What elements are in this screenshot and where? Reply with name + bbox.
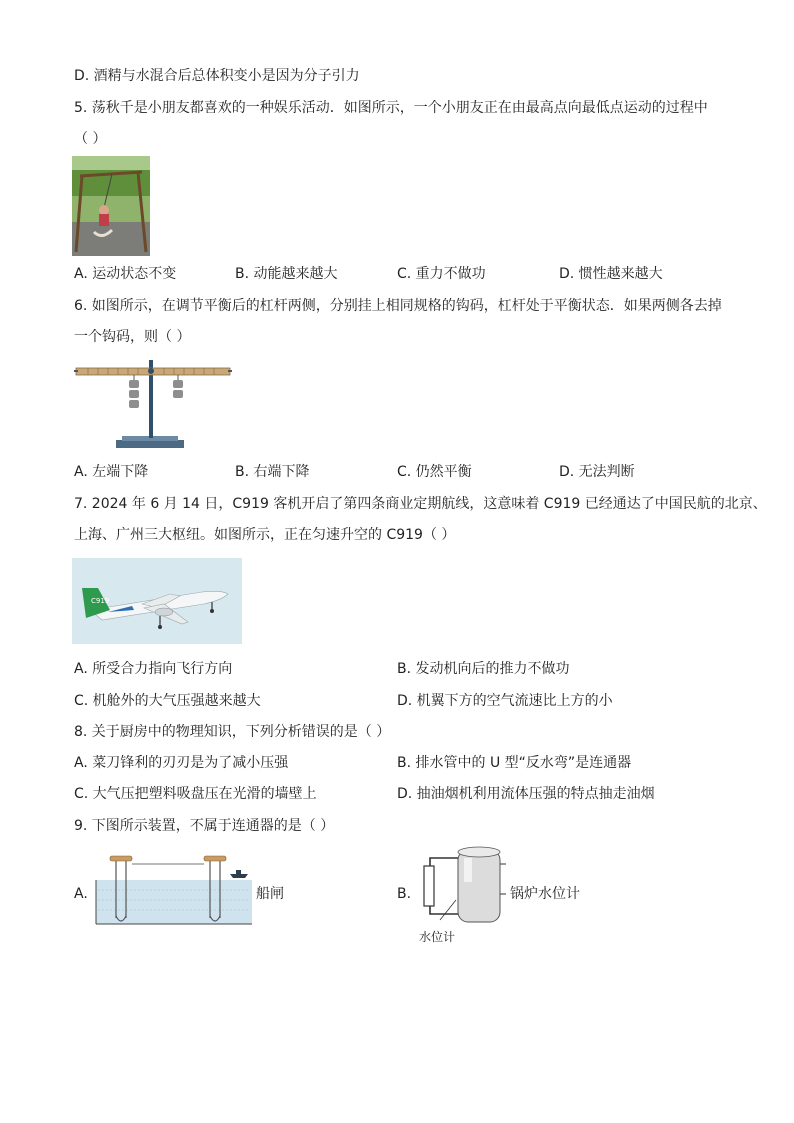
- q5-paren: （ ）: [74, 131, 107, 147]
- q9-option-a-letter: A.: [74, 886, 88, 902]
- q6-option-a: A. 左端下降: [74, 464, 149, 480]
- q8-stem: 8. 关于厨房中的物理知识，下列分析错误的是（ ）: [74, 724, 391, 740]
- q6-option-b: B. 右端下降: [235, 464, 310, 480]
- q9-caption-b: 锅炉水位计: [510, 886, 580, 902]
- q5-option-d: D. 惯性越来越大: [559, 266, 663, 282]
- q7-option-a: A. 所受合力指向飞行方向: [74, 661, 233, 677]
- c919-plane-photo: [72, 558, 242, 644]
- q8-option-c: C. 大气压把塑料吸盘压在光滑的墙壁上: [74, 786, 317, 802]
- q9-option-b-letter: B.: [397, 886, 412, 902]
- q5-option-c: C. 重力不做功: [397, 266, 486, 282]
- q8-option-b: B. 排水管中的 U 型“反水弯”是连通器: [397, 755, 632, 771]
- swing-photo: [72, 156, 150, 256]
- q7-option-b: B. 发动机向后的推力不做功: [397, 661, 570, 677]
- q9-water-gauge-label: 水位计: [419, 930, 456, 944]
- q8-option-a: A. 菜刀锋利的刃刃是为了减小压强: [74, 755, 289, 771]
- q9-caption-a: 船闸: [256, 886, 284, 902]
- q7-stem: 7. 2024 年 6 月 14 日，C919 客机开启了第四条商业定期航线，这意味着 C919 已经通达了中国民航的北京、: [74, 496, 767, 512]
- tail-text: C919: [91, 597, 110, 605]
- ship-lock-diagram: [94, 850, 254, 930]
- q7-stem-2: 上海、广州三大枢纽。如图所示，正在匀速升空的 C919（ ）: [74, 527, 456, 543]
- q7-option-c: C. 机舱外的大气压强越来越大: [74, 693, 261, 709]
- q9-stem: 9. 下图所示装置，不属于连通器的是（ ）: [74, 818, 335, 834]
- q8-option-d: D. 抽油烟机利用流体压强的特点抽走油烟: [397, 786, 655, 802]
- boiler-gauge-diagram: [412, 844, 508, 930]
- q7-option-d: D. 机翼下方的空气流速比上方的小: [397, 693, 613, 709]
- q4-option-d: D. 酒精与水混合后总体积变小是因为分子引力: [74, 68, 360, 84]
- q6-stem-2: 一个钩码，则（ ）: [74, 329, 191, 345]
- q6-option-c: C. 仍然平衡: [397, 464, 472, 480]
- q6-stem: 6. 如图所示，在调节平衡后的杠杆两侧，分别挂上相同规格的钩码，杠杆处于平衡状态．如果两侧各去掉: [74, 298, 722, 314]
- q6-option-d: D. 无法判断: [559, 464, 635, 480]
- q5-option-a: A. 运动状态不变: [74, 266, 177, 282]
- lever-diagram: [72, 356, 234, 452]
- q5-option-b: B. 动能越来越大: [235, 266, 338, 282]
- q5-stem: 5. 荡秋千是小朋友都喜欢的一种娱乐活动．如图所示，一个小朋友正在由最高点向最低点运动的过程中: [74, 100, 708, 116]
